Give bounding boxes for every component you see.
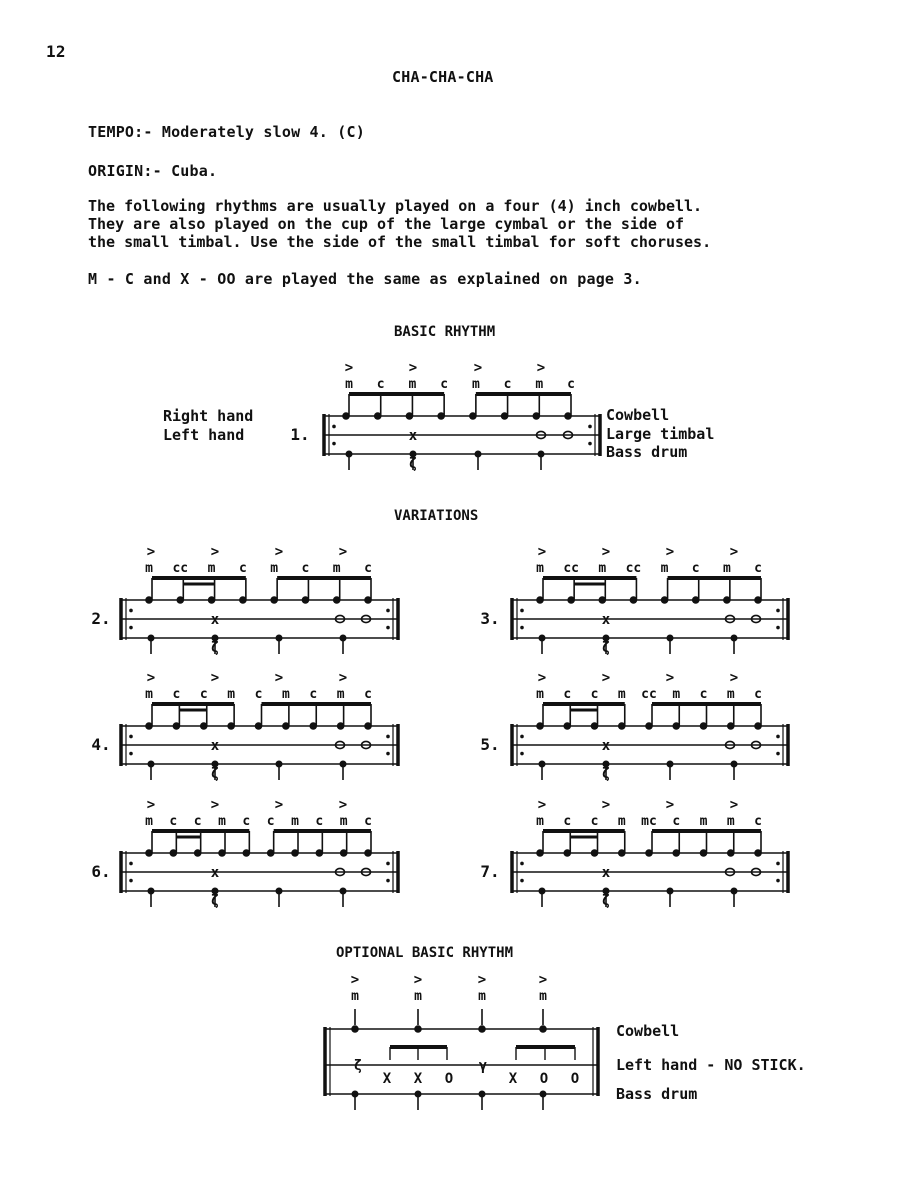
syllable-label: c: [193, 814, 202, 829]
bass-drum-note: [667, 635, 674, 642]
syllable-label: c: [172, 687, 181, 702]
right-hand-label: Right hand: [163, 407, 254, 425]
syllable-label: c: [754, 561, 762, 576]
repeat-dot: [776, 609, 780, 613]
variation-staff: [91, 797, 398, 909]
page-number: 12: [46, 42, 66, 61]
syllable-label: m: [535, 377, 544, 392]
rest-mark: ζ: [210, 766, 220, 782]
accent-mark: >: [146, 544, 156, 560]
accent-mark: >: [729, 544, 739, 560]
syllable-label: m: [536, 687, 544, 702]
syllable-label: m: [145, 561, 153, 576]
syllable-label: c: [754, 687, 762, 702]
syllable-label: cc: [563, 561, 579, 576]
rest-mark: γ: [478, 1058, 488, 1074]
rhythm-number: 1.: [290, 425, 310, 444]
bass-drum-note: [479, 1091, 486, 1098]
repeat-dot: [776, 626, 780, 630]
rest-mark: ζ: [210, 893, 220, 909]
syllable-label: c: [567, 377, 575, 392]
accent-mark: >: [350, 972, 360, 988]
repeat-dot: [520, 609, 524, 613]
optional-cowbell-label: Cowbell: [616, 1022, 680, 1040]
timbal-x-hit: x: [601, 738, 611, 754]
syllable-label: m: [617, 687, 626, 702]
syllable-label: cc: [625, 561, 642, 576]
tempo-line: TEMPO:- Moderately slow 4. (C): [88, 123, 365, 141]
repeat-dot: [386, 735, 390, 739]
accent-mark: >: [729, 670, 739, 686]
basic-rhythm-heading: BASIC RHYTHM: [394, 324, 496, 340]
rhythm-number: 4.: [91, 735, 111, 754]
bass-drum-note: [340, 761, 347, 768]
note-line: M - C and X - OO are played the same as explained on page 3.: [88, 270, 642, 288]
basic-rhythm-staff: [290, 360, 600, 472]
optional-left-hand-label: Left hand - NO STICK.: [616, 1056, 806, 1074]
cowbell-note: [351, 1025, 359, 1033]
repeat-dot: [386, 862, 390, 866]
syllable-label: c: [440, 377, 449, 392]
rest-mark: ζ: [210, 640, 220, 656]
rhythm-number: 6.: [91, 862, 111, 881]
syllable-label: mc: [641, 814, 657, 829]
repeat-dot: [588, 442, 592, 446]
repeat-dot: [520, 752, 524, 756]
intro-line-1: The following rhythms are usually played on a four (4) inch cowbell.: [88, 197, 703, 215]
variation-staff: [480, 544, 788, 656]
intro-line-3: the small timbal. Use the side of the small timbal for soft choruses.: [88, 233, 712, 251]
bass-drum-note: [475, 451, 482, 458]
accent-mark: >: [665, 670, 675, 686]
syllable-label: m: [414, 989, 422, 1004]
syllable-label: c: [169, 814, 178, 829]
hand-hit-label: O: [570, 1071, 580, 1087]
optional-heading: OPTIONAL BASIC RHYTHM: [336, 945, 514, 961]
accent-mark: >: [274, 670, 284, 686]
accent-mark: >: [601, 670, 611, 686]
repeat-dot: [129, 735, 133, 739]
syllable-label: c: [309, 687, 318, 702]
syllable-label: c: [364, 561, 372, 576]
bass-drum-note: [731, 761, 738, 768]
variations-heading: VARIATIONS: [394, 508, 479, 524]
timbal-x-hit: x: [601, 612, 611, 628]
bass-drum-note: [731, 635, 738, 642]
syllable-label: m: [281, 687, 290, 702]
accent-mark: >: [537, 797, 547, 813]
hand-hit-label: O: [444, 1071, 454, 1087]
syllable-label: m: [408, 377, 417, 392]
syllable-label: c: [754, 814, 762, 829]
syllable-label: m: [270, 561, 279, 576]
bass-drum-note: [340, 635, 347, 642]
accent-mark: >: [210, 544, 220, 560]
accent-mark: >: [537, 544, 547, 560]
syllable-label: c: [242, 814, 251, 829]
syllable-label: m: [726, 687, 735, 702]
rest-mark: ζ: [408, 456, 418, 472]
variation-staff: [91, 544, 398, 656]
variation-staff: [91, 670, 398, 782]
timbal-x-hit: x: [408, 428, 418, 444]
syllable-label: m: [332, 561, 341, 576]
optional-rhythm-staff: [325, 972, 598, 1110]
rhythm-number: 3.: [480, 609, 500, 628]
repeat-dot: [776, 862, 780, 866]
accent-mark: >: [537, 670, 547, 686]
repeat-dot: [520, 626, 524, 630]
cowbell-label: Cowbell: [606, 406, 670, 424]
repeat-dot: [129, 862, 133, 866]
variation-staff: [480, 670, 788, 782]
syllable-label: m: [207, 561, 216, 576]
bass-drum-note: [539, 635, 546, 642]
syllable-label: c: [315, 814, 324, 829]
timbal-x-hit: x: [601, 865, 611, 881]
syllable-label: c: [503, 377, 512, 392]
optional-bass-drum-label: Bass drum: [616, 1085, 698, 1103]
syllable-label: m: [539, 989, 547, 1004]
syllable-label: c: [364, 814, 372, 829]
accent-mark: >: [210, 797, 220, 813]
syllable-label: m: [345, 377, 353, 392]
syllable-label: m: [145, 814, 153, 829]
repeat-dot: [129, 879, 133, 883]
repeat-dot: [520, 879, 524, 883]
accent-mark: >: [665, 797, 675, 813]
left-hand-label: Left hand: [163, 426, 245, 444]
repeat-dot: [520, 862, 524, 866]
accent-mark: >: [536, 360, 546, 376]
repeat-dot: [776, 879, 780, 883]
syllable-label: c: [590, 814, 599, 829]
repeat-dot: [776, 752, 780, 756]
syllable-label: c: [376, 377, 385, 392]
rhythm-number: 7.: [480, 862, 500, 881]
syllable-label: m: [726, 814, 735, 829]
syllable-label: c: [266, 814, 275, 829]
syllable-label: m: [145, 687, 153, 702]
timbal-x-hit: x: [210, 612, 220, 628]
syllable-label: c: [563, 814, 572, 829]
syllable-label: c: [301, 561, 310, 576]
syllable-label: c: [672, 814, 681, 829]
syllable-label: m: [536, 561, 544, 576]
repeat-dot: [332, 425, 336, 429]
large-timbal-label: Large timbal: [606, 425, 715, 443]
hand-hit-label: O: [539, 1071, 549, 1087]
accent-mark: >: [338, 797, 348, 813]
bass-drum-note: [731, 888, 738, 895]
bass-drum-note: [667, 761, 674, 768]
accent-mark: >: [146, 797, 156, 813]
accent-mark: >: [274, 797, 284, 813]
repeat-dot: [386, 626, 390, 630]
rest-mark: ζ: [601, 640, 611, 656]
syllable-label: m: [660, 561, 669, 576]
accent-mark: >: [665, 544, 675, 560]
rhythm-number: 2.: [91, 609, 111, 628]
intro-line-2: They are also played on the cup of the large cymbal or the side of: [88, 215, 685, 233]
syllable-label: c: [199, 687, 208, 702]
repeat-dot: [520, 735, 524, 739]
syllable-label: cc: [641, 687, 657, 702]
bass-drum-note: [276, 888, 283, 895]
bass-drum-note: [340, 888, 347, 895]
bass-drum-note: [539, 888, 546, 895]
bass-drum-note: [276, 635, 283, 642]
syllable-label: m: [672, 687, 681, 702]
syllable-label: m: [351, 989, 359, 1004]
syllable-label: m: [722, 561, 731, 576]
accent-mark: >: [601, 797, 611, 813]
page-title: CHA-CHA-CHA: [392, 68, 494, 86]
syllable-label: m: [478, 989, 486, 1004]
bass-drum-note: [667, 888, 674, 895]
cowbell-note: [478, 1025, 486, 1033]
syllable-label: c: [563, 687, 572, 702]
bass-drum-note: [276, 761, 283, 768]
syllable-label: m: [291, 814, 299, 829]
syllable-label: c: [590, 687, 599, 702]
syllable-label: m: [227, 687, 236, 702]
bass-drum-note: [148, 761, 155, 768]
repeat-dot: [386, 879, 390, 883]
bass-drum-note: [352, 1091, 359, 1098]
syllable-label: m: [471, 377, 480, 392]
accent-mark: >: [408, 360, 418, 376]
accent-mark: >: [473, 360, 483, 376]
rest-mark: ζ: [601, 893, 611, 909]
timbal-x-hit: x: [210, 865, 220, 881]
rest-mark: ζ: [353, 1058, 363, 1074]
repeat-dot: [129, 626, 133, 630]
accent-mark: >: [344, 360, 354, 376]
syllable-label: m: [617, 814, 626, 829]
syllable-label: m: [339, 814, 348, 829]
timbal-x-hit: x: [210, 738, 220, 754]
rhythm-number: 5.: [480, 735, 500, 754]
origin-line: ORIGIN:- Cuba.: [88, 162, 218, 180]
accent-mark: >: [274, 544, 284, 560]
cowbell-note: [414, 1025, 422, 1033]
syllable-label: m: [336, 687, 345, 702]
bass-drum-note: [148, 635, 155, 642]
syllable-label: m: [536, 814, 544, 829]
cowbell-note: [539, 1025, 547, 1033]
repeat-dot: [332, 442, 336, 446]
accent-mark: >: [538, 972, 548, 988]
repeat-dot: [386, 752, 390, 756]
accent-mark: >: [477, 972, 487, 988]
bass-drum-note: [539, 761, 546, 768]
accent-mark: >: [601, 544, 611, 560]
syllable-label: c: [254, 687, 263, 702]
syllable-label: cc: [172, 561, 189, 576]
accent-mark: >: [210, 670, 220, 686]
syllable-label: m: [699, 814, 708, 829]
bass-drum-note: [415, 1091, 422, 1098]
variation-staff: [480, 797, 788, 909]
bass-drum-note: [148, 888, 155, 895]
bass-drum-note: [540, 1091, 547, 1098]
syllable-label: m: [598, 561, 607, 576]
syllable-label: c: [364, 687, 372, 702]
syllable-label: c: [238, 561, 247, 576]
bass-drum-note: [538, 451, 545, 458]
syllable-label: m: [218, 814, 226, 829]
accent-mark: >: [729, 797, 739, 813]
accent-mark: >: [146, 670, 156, 686]
repeat-dot: [129, 609, 133, 613]
bass-drum-label: Bass drum: [606, 443, 688, 461]
hand-hit-label: X: [508, 1071, 518, 1087]
hand-hit-label: X: [382, 1071, 392, 1087]
syllable-label: c: [699, 687, 708, 702]
hand-hit-label: X: [413, 1071, 423, 1087]
bass-drum-note: [346, 451, 353, 458]
rest-mark: ζ: [601, 766, 611, 782]
syllable-label: c: [691, 561, 700, 576]
repeat-dot: [776, 735, 780, 739]
repeat-dot: [386, 609, 390, 613]
accent-mark: >: [338, 670, 348, 686]
repeat-dot: [588, 425, 592, 429]
accent-mark: >: [413, 972, 423, 988]
repeat-dot: [129, 752, 133, 756]
accent-mark: >: [338, 544, 348, 560]
